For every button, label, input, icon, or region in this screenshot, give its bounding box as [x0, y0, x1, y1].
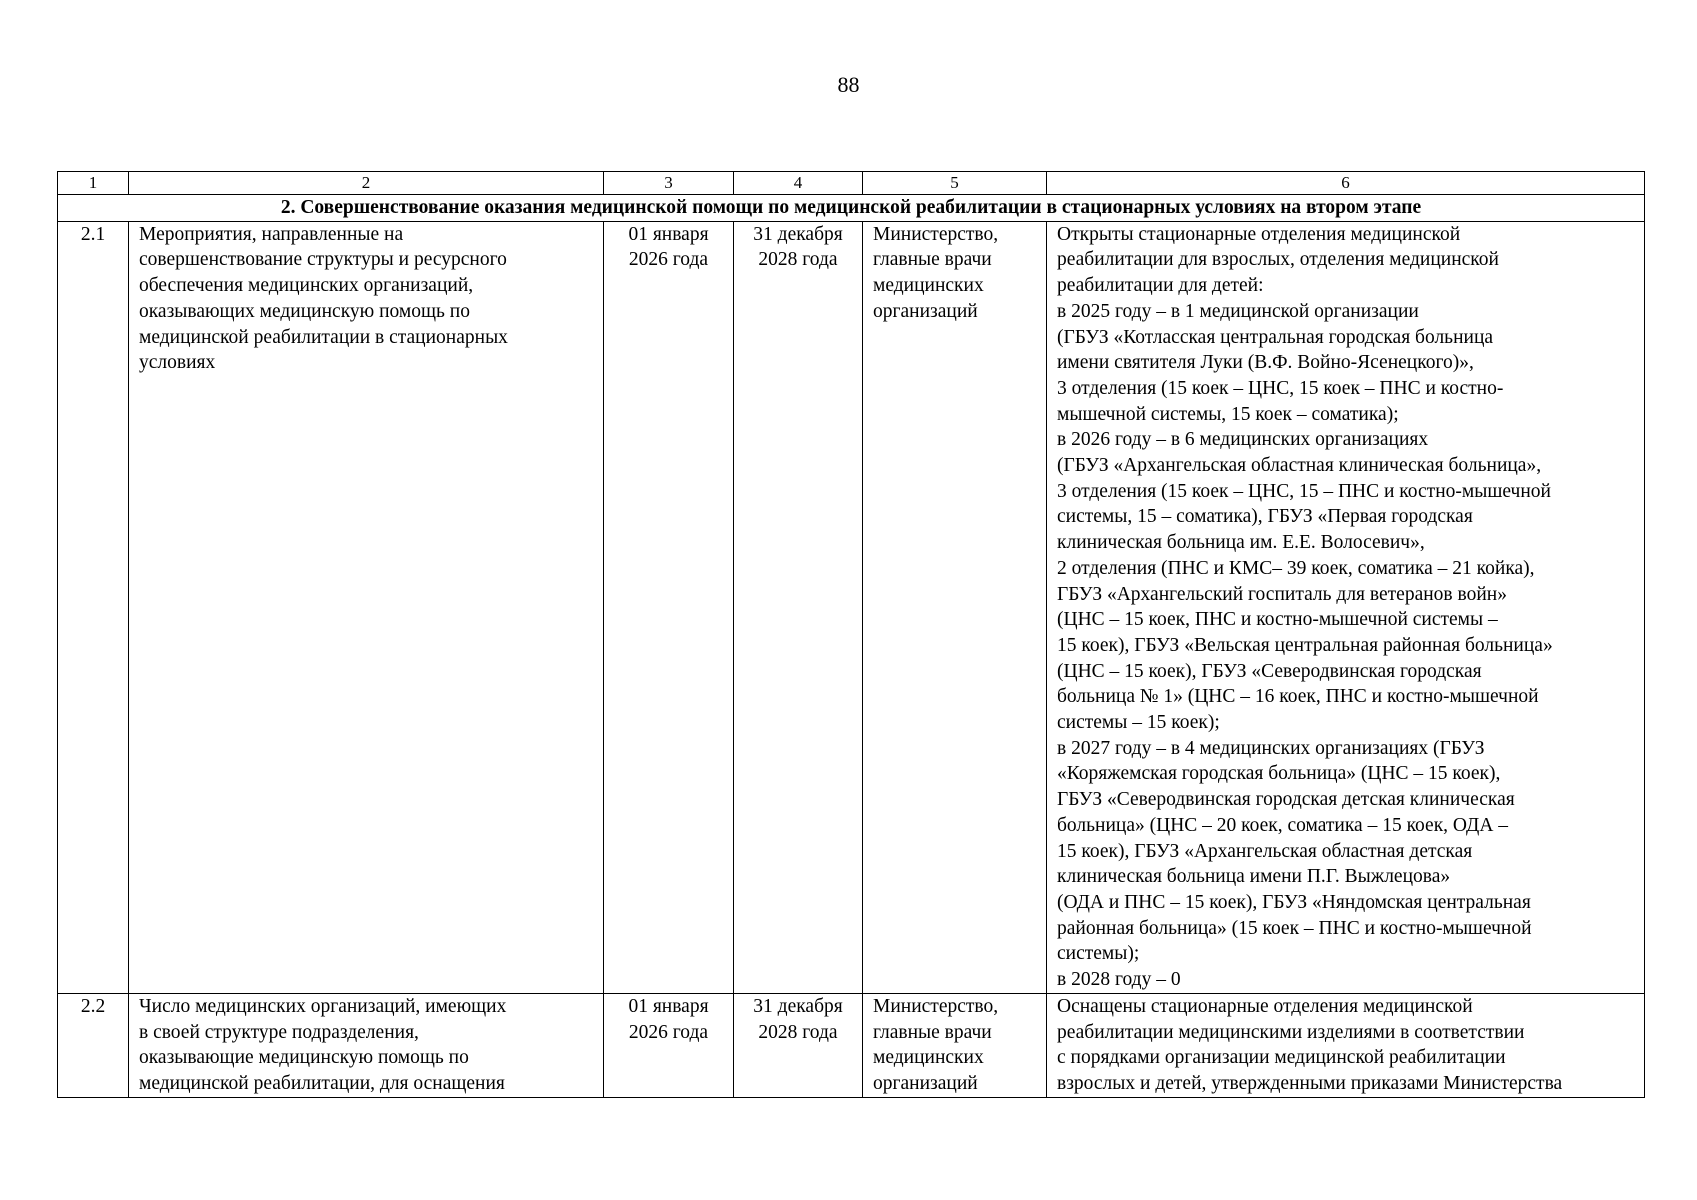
text-line: совершенствование структуры и ресурсного [139, 249, 507, 271]
text-line: 2 отделения (ПНС и КМС– 39 коек, соматика – 21 койка), [1057, 557, 1535, 579]
text-line: в своей структуре подразделения, [139, 1021, 419, 1043]
text-line: 3 отделения (15 коек – ЦНС, 15 коек – ПНС и костно- [1057, 377, 1504, 399]
text-line: организаций [873, 1072, 978, 1094]
text-line: имени святителя Луки (В.Ф. Войно-Ясенецкого)», [1057, 352, 1474, 374]
text-line: медицинской реабилитации в стационарных [139, 326, 508, 348]
column-number: 2 [129, 172, 604, 195]
column-number-row [58, 172, 1645, 195]
text-line: клиническая больница имени П.Г. Выжлецова» [1057, 866, 1451, 888]
text-line: 15 коек), ГБУЗ «Архангельская областная детская [1057, 840, 1473, 862]
end-date-cell [734, 993, 863, 1097]
text-line: Открыты стационарные отделения медицинской [1057, 223, 1461, 245]
text-line: главные врачи [873, 1021, 992, 1043]
page-number: 88 [837, 72, 860, 97]
text-line: 3 отделения (15 коек – ЦНС, 15 – ПНС и костно-мышечной [1057, 480, 1551, 502]
text-line: клиническая больница им. Е.Е. Волосевич», [1057, 532, 1425, 554]
table-row [58, 221, 1645, 993]
text-line: обеспечения медицинских организаций, [139, 275, 474, 297]
text-line: в 2028 году – 0 [1057, 969, 1181, 991]
text-line: районная больница» (15 коек – ПНС и костно-мышечной [1057, 917, 1532, 939]
text-line: ГБУЗ «Северодвинская городская детская клиническая [1057, 789, 1515, 811]
text-line: реабилитации для взрослых, отделения медицинской [1057, 249, 1499, 271]
text-line: взрослых и детей, утвержденными приказами Министерства [1057, 1072, 1563, 1094]
activity-cell [129, 993, 604, 1097]
text-line: 2026 года [628, 1021, 709, 1043]
text-line: 15 коек), ГБУЗ «Вельская центральная районная больница» [1057, 634, 1553, 656]
column-number: 6 [1047, 172, 1645, 195]
text-line: оказывающих медицинскую помощь по [139, 300, 470, 322]
text-line: медицинских [873, 275, 984, 297]
text-line: (ЦНС – 15 коек), ГБУЗ «Северодвинская городская [1057, 660, 1482, 682]
table-row [58, 993, 1645, 1097]
responsible-cell [863, 221, 1047, 993]
text-line: ГБУЗ «Архангельский госпиталь для ветеранов войн» [1057, 583, 1507, 605]
text-line: главные врачи [873, 249, 992, 271]
text-line: 01 января [628, 223, 709, 245]
text-line: Оснащены стационарные отделения медицинской [1057, 995, 1473, 1017]
text-line: системы); [1057, 943, 1140, 965]
text-line: в 2027 году – в 4 медицинских организациях (ГБУЗ [1057, 737, 1485, 759]
start-date-cell [604, 221, 734, 993]
text-line: (ГБУЗ «Архангельская областная клиническая больница», [1057, 455, 1542, 477]
text-line: (ЦНС – 15 коек, ПНС и костно-мышечной системы – [1057, 609, 1498, 631]
column-number: 4 [734, 172, 863, 195]
text-line: 01 января [628, 995, 709, 1017]
text-line: оказывающие медицинскую помощь по [139, 1047, 469, 1069]
text-line: в 2025 году – в 1 медицинской организации [1057, 300, 1419, 322]
text-line: 2026 года [628, 249, 709, 271]
text-line: 31 декабря [753, 995, 843, 1017]
text-line: (ОДА и ПНС – 15 коек), ГБУЗ «Няндомская центральная [1057, 891, 1531, 913]
text-line: больница» (ЦНС – 20 коек, соматика – 15 коек, ОДА – [1057, 814, 1509, 836]
text-line: реабилитации медицинскими изделиями в соответствии [1057, 1021, 1525, 1043]
text-line: медицинской реабилитации, для оснащения [139, 1072, 505, 1094]
text-line: с порядками организации медицинской реабилитации [1057, 1047, 1506, 1069]
text-line: мышечной системы, 15 коек – соматика); [1057, 403, 1399, 425]
text-line: реабилитации для детей: [1057, 275, 1264, 297]
text-line: больница № 1» (ЦНС – 16 коек, ПНС и костно-мышечной [1057, 686, 1539, 708]
text-line: системы – 15 коек); [1057, 712, 1220, 734]
text-line: 31 декабря [753, 223, 843, 245]
activity-cell [129, 221, 604, 993]
text-line: медицинских [873, 1047, 984, 1069]
text-line: (ГБУЗ «Котласская центральная городская больница [1057, 326, 1494, 348]
text-line: в 2026 году – в 6 медицинских организациях [1057, 429, 1429, 451]
result-cell [1047, 221, 1645, 993]
text-line: условиях [139, 352, 216, 374]
column-number: 5 [863, 172, 1047, 195]
text-line: Министерство, [873, 223, 999, 245]
text-line: организаций [873, 300, 978, 322]
start-date-cell [604, 993, 734, 1097]
section-title: 2. Совершенствование оказания медицинской помощи по медицинской реабилитации в стационарных условиях на втором этапе [58, 195, 1645, 222]
text-line: «Коряжемская городская больница» (ЦНС – 15 коек), [1057, 763, 1501, 785]
text-line: Число медицинских организаций, имеющих [139, 995, 507, 1017]
column-number: 3 [604, 172, 734, 195]
measures-table [57, 171, 1645, 1098]
text-line: 2028 года [758, 1021, 838, 1043]
section-row [58, 195, 1645, 222]
text-line: Министерство, [873, 995, 999, 1017]
result-cell [1047, 993, 1645, 1097]
text-line: Мероприятия, направленные на [139, 223, 404, 245]
responsible-cell [863, 993, 1047, 1097]
row-number: 2.2 [58, 993, 129, 1097]
column-number: 1 [58, 172, 129, 195]
row-number: 2.1 [58, 221, 129, 993]
text-line: системы, 15 – соматика), ГБУЗ «Первая городская [1057, 506, 1473, 528]
end-date-cell [734, 221, 863, 993]
text-line: 2028 года [758, 249, 838, 271]
